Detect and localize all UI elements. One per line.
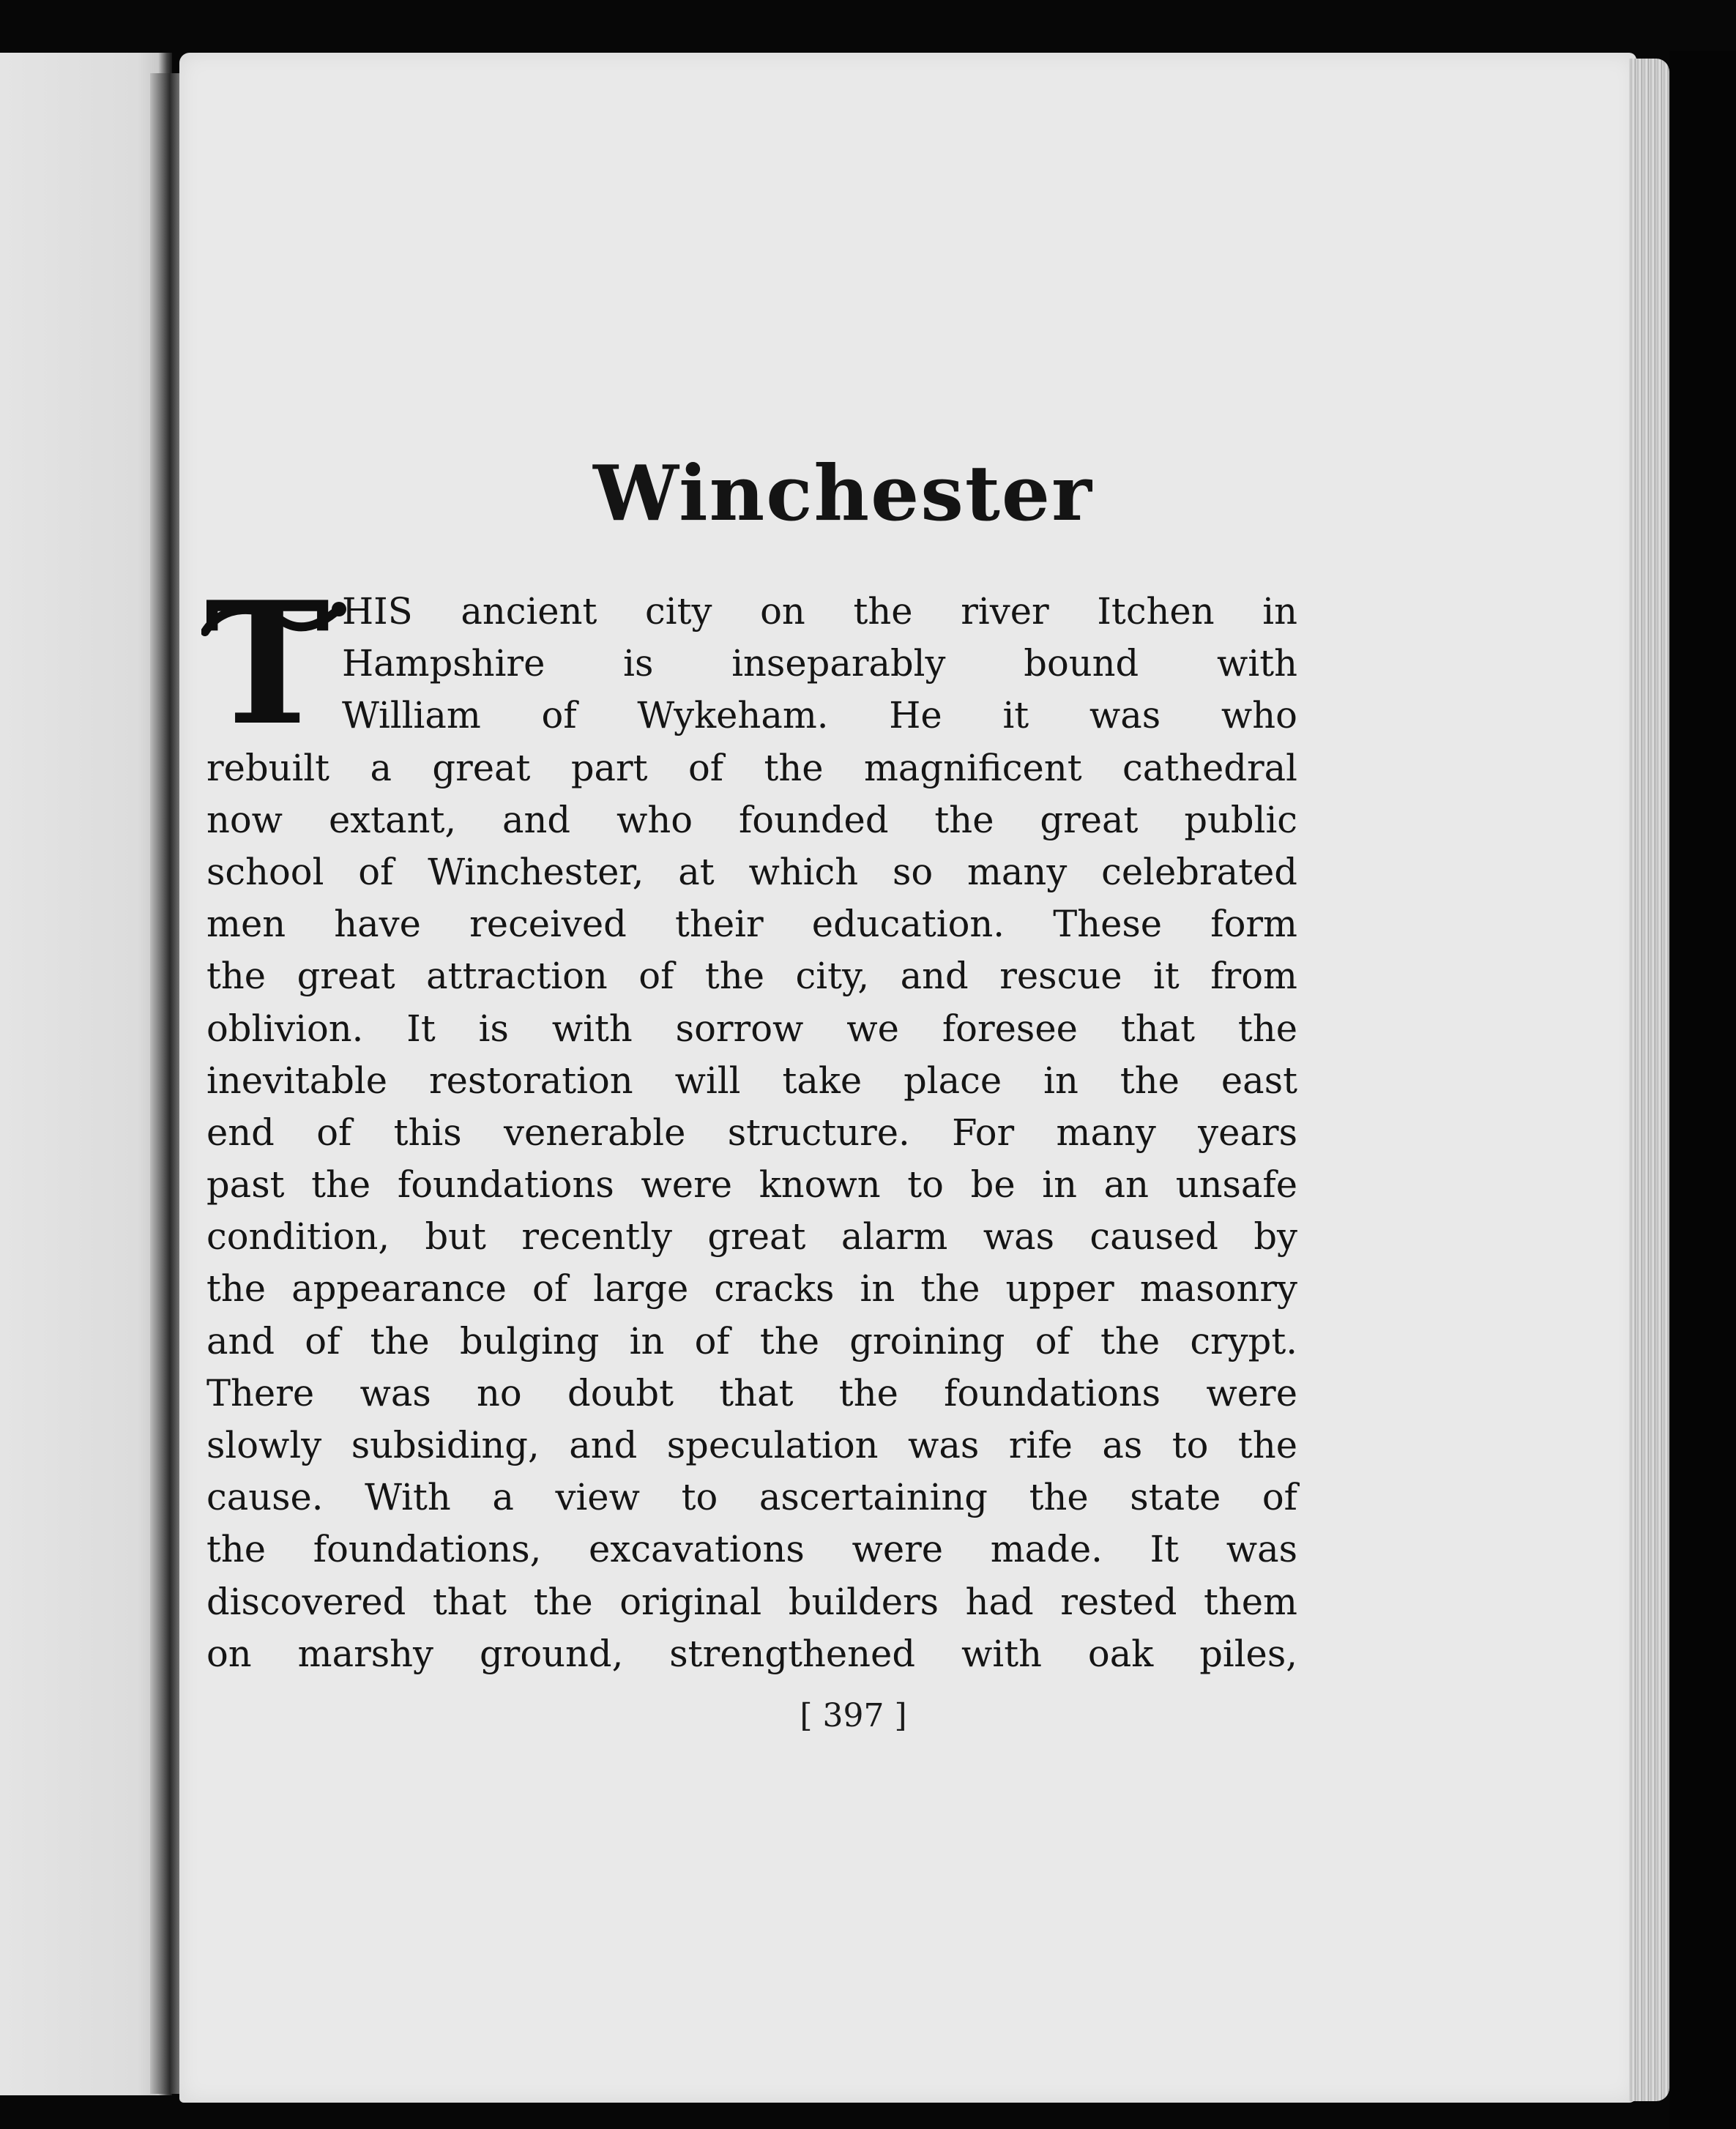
text-line: HIS ancient city on the river Itchen in xyxy=(342,590,1297,633)
chapter-title: Winchester xyxy=(593,448,1093,538)
left-facing-page-edge xyxy=(0,53,172,2095)
text-line: rebuilt a great part of the magnificent cathedral xyxy=(206,746,1297,789)
text-line: end of this venerable structure. For many years xyxy=(206,1111,1297,1154)
text-line: Hampshire is inseparably bound with xyxy=(342,642,1297,685)
text-line: the appearance of large cracks in the upper masonry xyxy=(206,1267,1297,1310)
text-line: cause. With a view to ascertaining the state of xyxy=(206,1476,1297,1519)
text-line: school of Winchester, at which so many celebrated xyxy=(206,850,1297,893)
text-line: condition, but recently great alarm was caused by xyxy=(206,1215,1297,1259)
page-number-close-bracket: ] xyxy=(894,1697,907,1734)
text-line: There was no doubt that the foundations were xyxy=(206,1371,1297,1414)
text-line: inevitable restoration will take place in the east xyxy=(206,1059,1297,1102)
text-line: now extant, and who founded the great public xyxy=(206,798,1297,841)
page-number-open-bracket: [ xyxy=(800,1697,813,1734)
body-text xyxy=(206,586,1297,1680)
book-gutter xyxy=(150,73,183,2094)
text-line: men have received their education. These form xyxy=(206,903,1297,946)
text-line: and of the bulging in of the groining of the crypt. xyxy=(206,1319,1297,1362)
text-line: past the foundations were known to be in an unsafe xyxy=(206,1163,1297,1207)
text-line: slowly subsiding, and speculation was rife as to the xyxy=(206,1424,1297,1466)
text-line: the foundations, excavations were made. It was xyxy=(206,1528,1297,1571)
page-number-value: 397 xyxy=(822,1697,884,1734)
text-line: on marshy ground, strengthened with oak piles, xyxy=(206,1632,1297,1675)
dropcap-letter: T xyxy=(204,565,330,763)
scan-background-right xyxy=(1669,51,1736,2129)
page-edges xyxy=(1629,59,1669,2101)
text-line: oblivion. It is with sorrow we foresee that the xyxy=(206,1007,1297,1050)
text-line: William of Wykeham. He it was who xyxy=(342,694,1297,737)
text-line: the great attraction of the city, and rescue it from xyxy=(206,955,1297,998)
page-number xyxy=(0,1697,1721,1734)
text-line: discovered that the original builders had rested them xyxy=(206,1580,1297,1623)
